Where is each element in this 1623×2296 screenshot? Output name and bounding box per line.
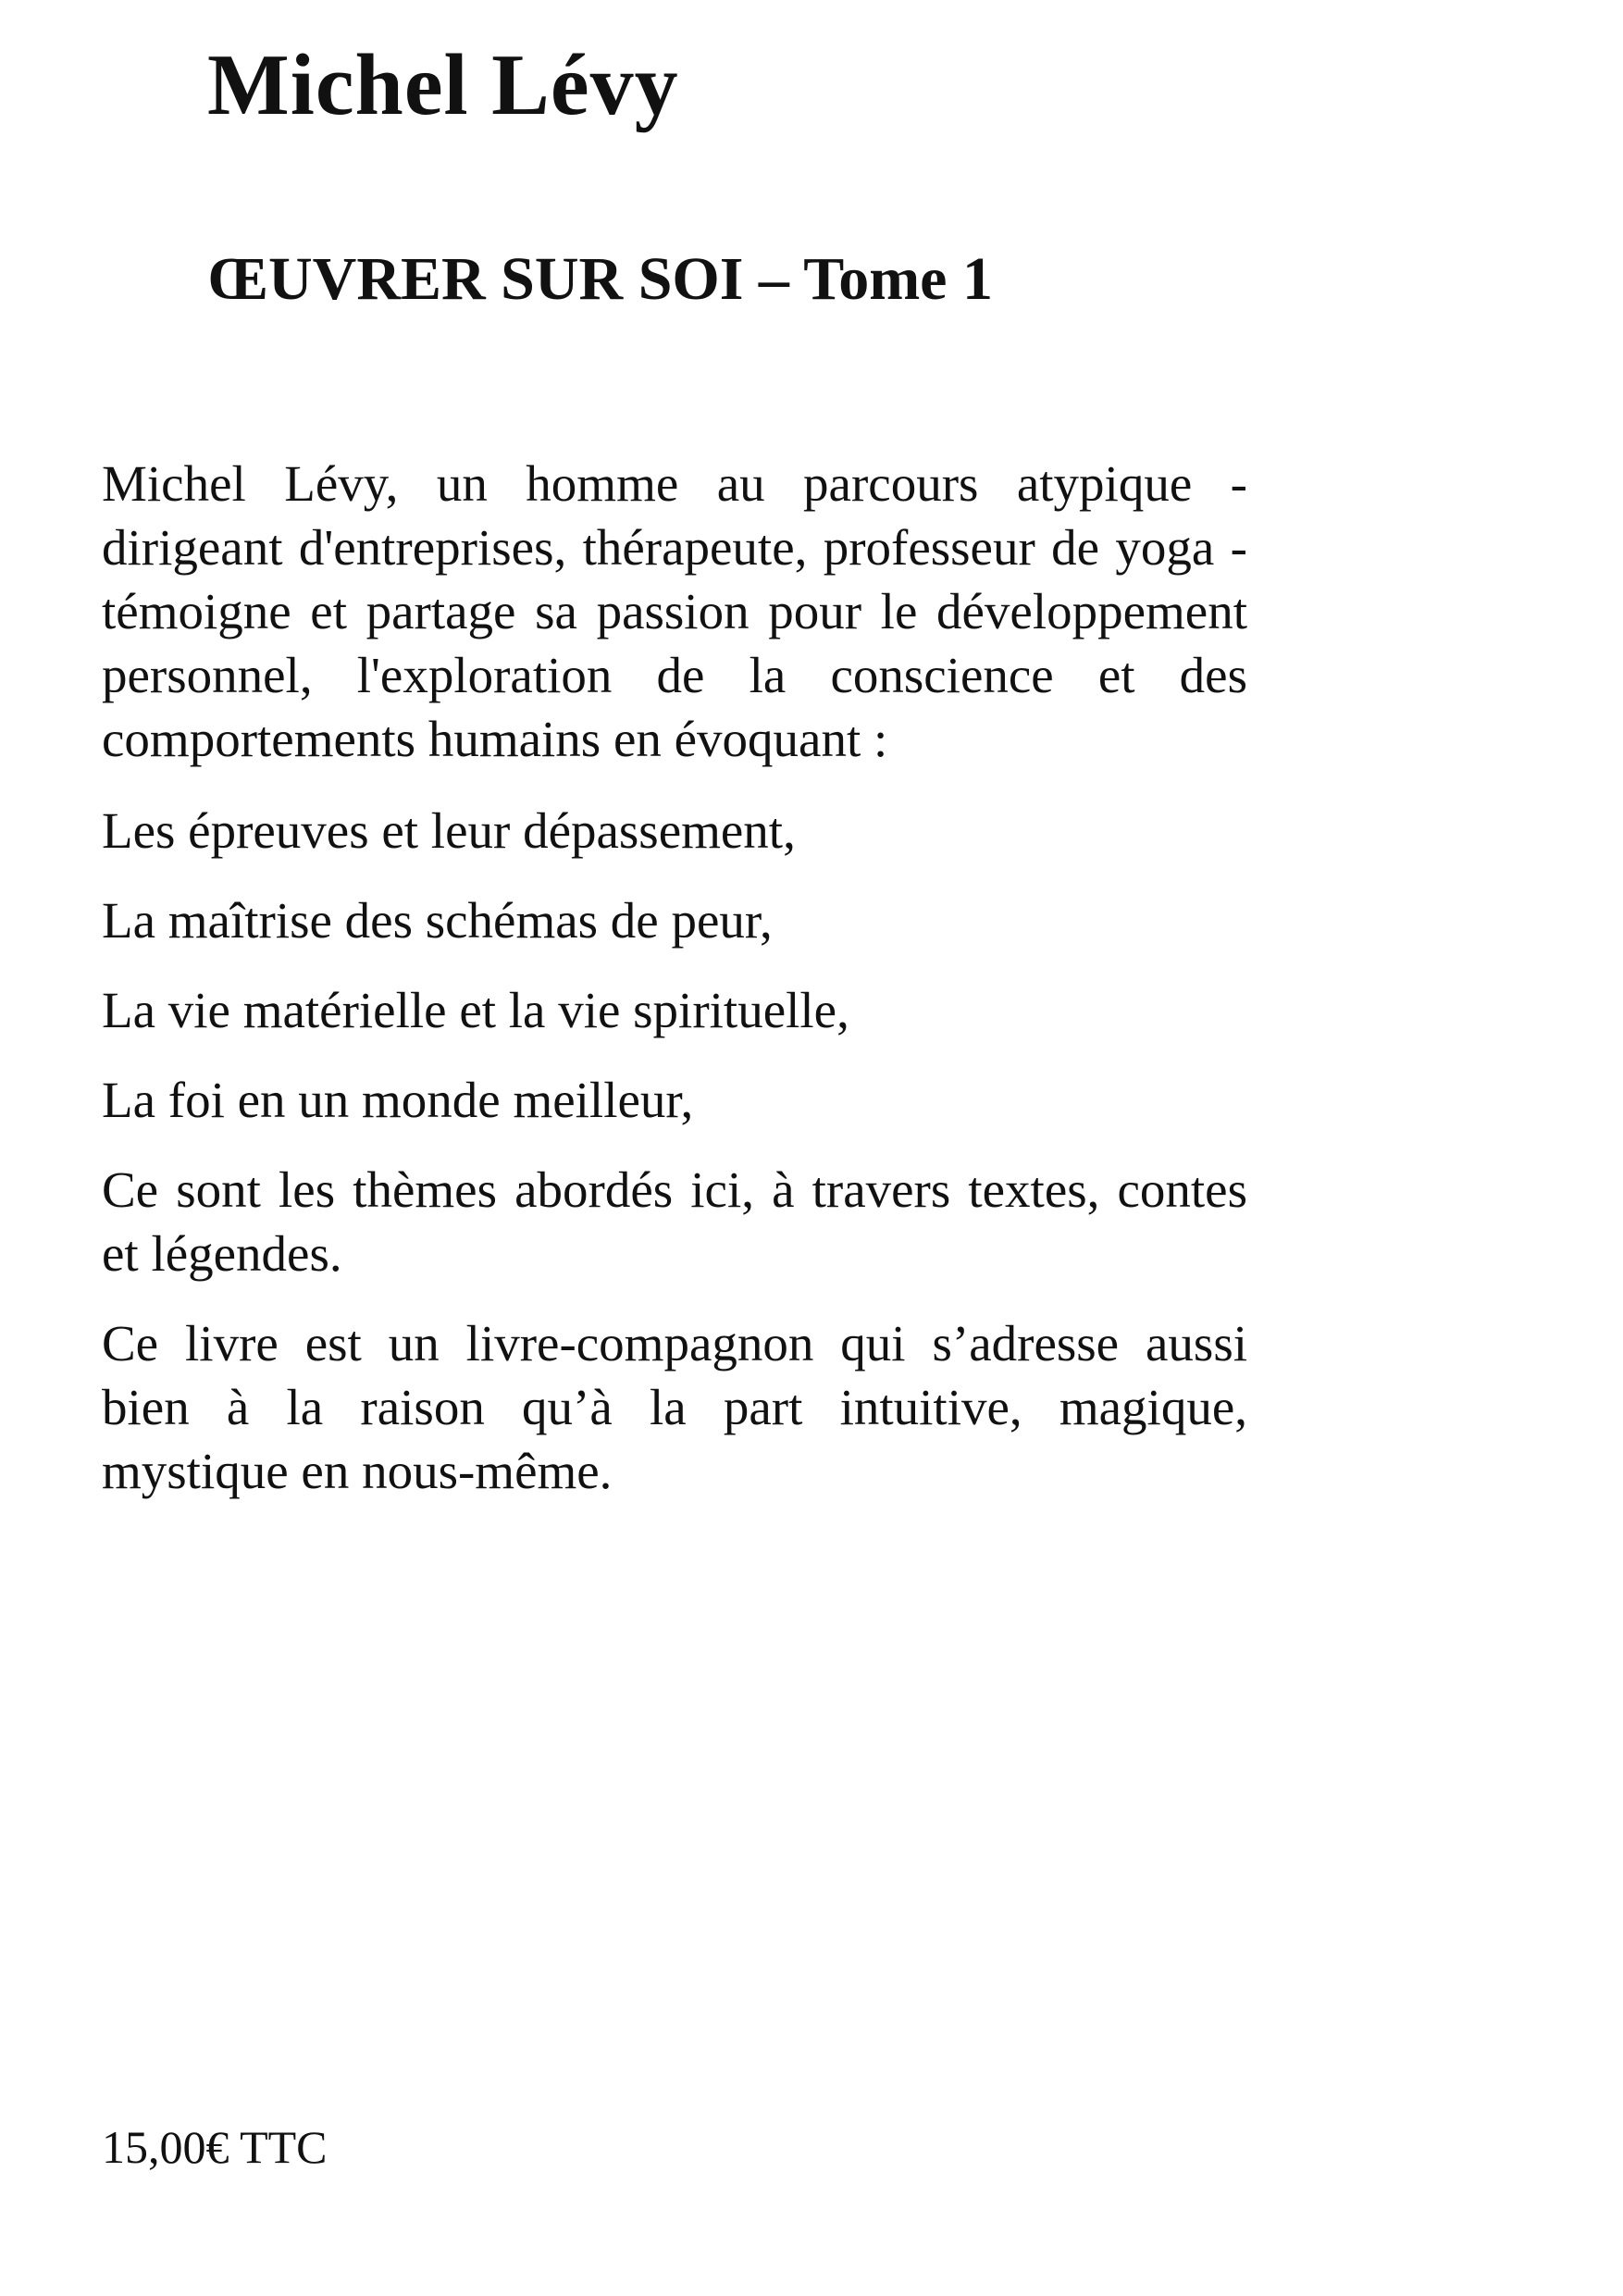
- themes-summary-paragraph: Ce sont les thèmes abordés ici, à travers textes, contes et légendes.: [102, 1161, 1247, 1282]
- price-label: 15,00€ TTC: [102, 2121, 328, 2173]
- back-cover-text: [102, 452, 1247, 1529]
- theme-line-2: La maîtrise des schémas de peur,: [102, 892, 773, 949]
- theme-line-4: La foi en un monde meilleur,: [102, 1072, 694, 1128]
- theme-line-1: Les épreuves et leur dépassement,: [102, 802, 796, 859]
- theme-line-3: La vie matérielle et la vie spirituelle,: [102, 982, 849, 1038]
- intro-paragraph: Michel Lévy, un homme au parcours atypique - dirigeant d'entreprises, thérapeute, professeur de yoga - témoigne et partage sa passion pour le développement personnel, l'exploration de la conscience et des comportements humains en évoquant :: [102, 455, 1247, 767]
- book-title: ŒUVRER SUR SOI – Tome 1: [207, 245, 993, 313]
- author-name: Michel Lévy: [207, 37, 679, 133]
- companion-book-paragraph: Ce livre est un livre-compagnon qui s’adresse aussi bien à la raison qu’à la part intuitive, magique, mystique en nous-même.: [102, 1315, 1247, 1499]
